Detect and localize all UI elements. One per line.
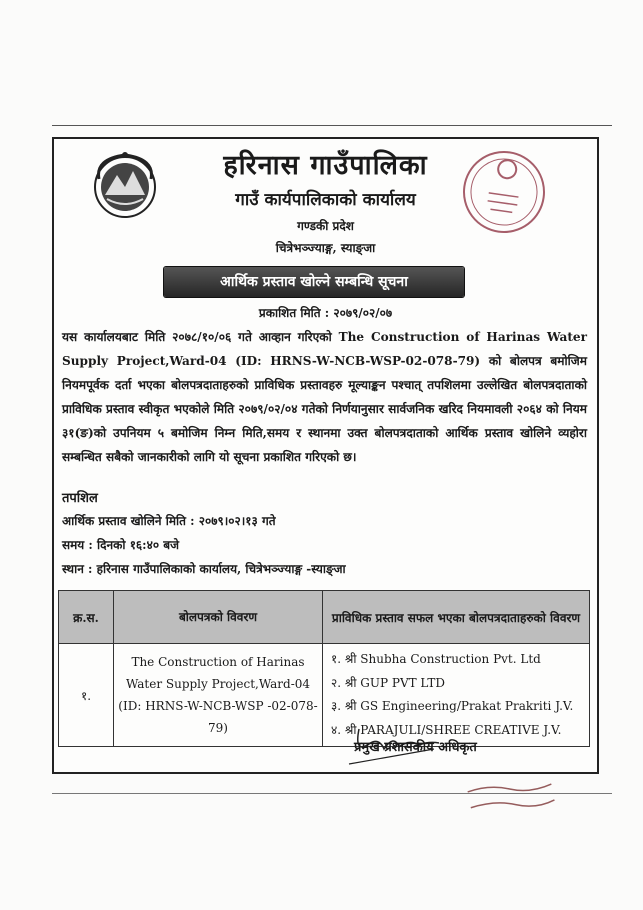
bidder-3: ३. श्री GS Engineering/Prakat Prakriti J.V. — [331, 699, 574, 713]
opening-place — [62, 560, 346, 577]
table-row — [59, 644, 590, 747]
bidders-table — [58, 590, 590, 747]
bidder-4: ४. श्री PARAJULI/SHREE CREATIVE J.V. — [331, 722, 562, 737]
details-heading: तपशिल — [62, 491, 98, 506]
published-date: प्रकाशित मिति : २०७९/०२/०७ — [258, 306, 393, 320]
signatory-title: प्रमुख प्रशासकीय अधिकृत — [354, 740, 477, 755]
opening-time-value: दिनको १६:४० बजे — [97, 538, 180, 552]
notice-heading: आर्थिक प्रस्ताव खोल्ने सम्बन्धि सूचना — [164, 267, 464, 297]
row-sn: १. — [59, 644, 114, 747]
col-bidders: प्राविधिक प्रस्ताव सफल भएका बोलपत्रदाताहरुको विवरण — [323, 591, 590, 644]
municipality-title: हरिनास गाउँपालिका — [223, 150, 428, 181]
office-address: चित्रेभञ्ज्याङ्ग, स्याङ्जा — [275, 241, 376, 255]
opening-date-label: आर्थिक प्रस्ताव खोलिने मिति : — [62, 514, 199, 528]
body-part2: को बोलपत्र बमोजिम नियमपूर्वक दर्ता भएका बोलपत्रदाताहरुको प्राविधिक प्रस्तावहरु मूल्याङ्कन पश्चात् तपशिलमा उल्लेखित बोलपत्रदाताको प्राविधिक प्रस्ताव स्वीकृत भएकोले मिति २०७९/०२/०४ गतेको निर्णयानुसार सार्वजनिक खरिद नियमावली २०६४ को नियम ३१(ङ)को उपनियम ५ बमोजिम निम्न मिति,समय र स्थानमा उक्त बोलपत्रदाताको आर्थिक प्रस्ताव खोलिने व्यहोरा सम्बन्धित सबैको जानकारीको लागि यो सूचना प्रकाशित गरिएको छ। — [62, 354, 587, 464]
opening-time — [62, 536, 179, 553]
col-sn: क्र.स. — [59, 591, 114, 644]
opening-date-value: २०७९।०२।१३ गते — [198, 514, 276, 528]
body-part1: यस कार्यालयबाट मिति २०७८/१०/०६ गते आव्हान गरिएको — [62, 330, 339, 344]
office-subtitle: गाउँ कार्यपालिकाको कार्यालय — [235, 190, 416, 210]
bidder-1: १. श्री Shubha Construction Pvt. Ltd — [331, 652, 541, 666]
opening-place-label: स्थान : — [62, 562, 97, 576]
notice-body — [62, 325, 587, 469]
opening-date — [62, 512, 276, 529]
col-description: बोलपत्रको विवरण — [114, 591, 323, 644]
table-header-row — [59, 591, 590, 644]
top-rule — [52, 125, 612, 126]
bidder-2: २. श्री GUP PVT LTD — [331, 675, 446, 690]
opening-time-label: समय : — [62, 538, 98, 552]
project-name: The Construction of Harinas Water Supply Project,Ward-04 (ID: HRNS-W-NCB-WSP-02-078-79) — [62, 330, 587, 368]
notice-frame — [52, 137, 599, 774]
province: गण्डकी प्रदेश — [297, 219, 354, 233]
row-description: The Construction of Harinas Water Supply Project,Ward-04 (ID: HRNS-W-NCB-WSP -02-078-79) — [114, 644, 323, 747]
officer-stamp-icon — [459, 772, 562, 819]
opening-place-value: हरिनास गाउँपालिकाको कार्यालय, चित्रेभञ्ज्याङ्ग -स्याङ्जा — [96, 562, 346, 576]
